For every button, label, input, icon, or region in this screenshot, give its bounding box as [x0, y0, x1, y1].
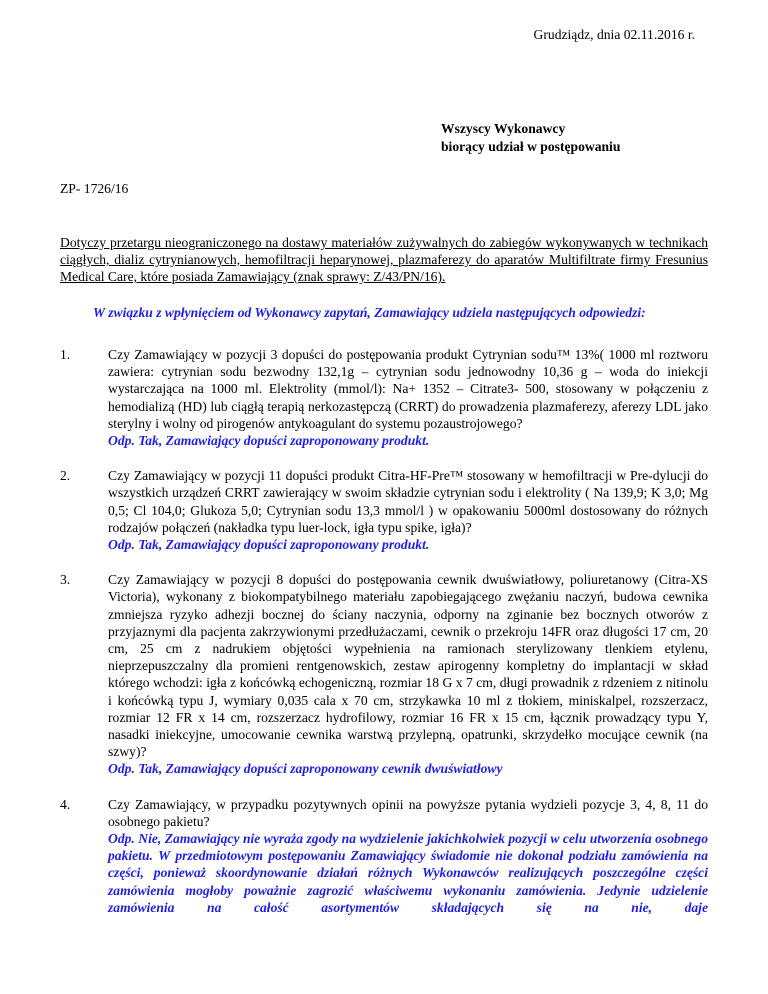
question-number: 1. [60, 347, 71, 362]
answer-text: Odp. Tak, Zamawiający dopuści zaproponowany produkt. [108, 537, 430, 553]
question-text: Czy Zamawiający, w przypadku pozytywnych opinii na powyższe pytania wydzieli pozycje 3, 4, 8, 11 do osobnego pakietu? [108, 796, 708, 829]
question-text: Czy Zamawiający w pozycji 11 dopuści produkt Citra-HF-Pre™ stosowany w hemofiltracji w Pre-dylucji do wszystkich urządzeń CRRT zawierający w swoim składzie cytrynian sodu i elektrolity ( Na 139,9; K 3,0; Mg 0,5; Cl 104,0; Glukoza 5,0; Cytrynian sodu 13,3 mmol/l ) w opakowaniu 5000ml dostosowany do różnych rodzajów połączeń (nakładka typu luer-lock, igła typu spike, igła)? [108, 468, 708, 535]
question-item-3 [60, 571, 708, 777]
document-date: Grudziądz, dnia 02.11.2016 r. [533, 27, 695, 42]
question-text: Czy Zamawiający w pozycji 3 dopuści do postępowania produkt Cytrynian sodu™ 13%( 1000 ml roztworu zawiera: cytrynian sodu bezwodny 132,1g – cytrynian sodu jednowodny 10,36 g – woda do iniekcji wystarczająca na 1000 ml. Elektrolity (mmol/l): Na+ 1352 – Citrate3- 500, stosowany w połączeniu z hemodializą (HD) lub ciągłą terapią nerkozastępczą (CRRT) do prowadzenia plazmaferezy, aferezy LDL jako sterylny i wolny od pirogenów antykoagulant do systemu pozaustrojowego? [108, 347, 708, 431]
reference-number: ZP- 1726/16 [60, 181, 129, 196]
question-number: 4. [60, 796, 71, 812]
question-number: 3. [60, 572, 71, 588]
answer-text: Odp. Tak, Zamawiający dopuści zaproponowany produkt. [108, 433, 430, 449]
recipient-block [441, 120, 620, 156]
answer-text: Odp. Nie, Zamawiający nie wyraża zgody na wydzielenie jakichkolwiek pozycji w celu utworzenia osobnego pakietu. W przedmiotowym postępowaniu Zamawiający świadomie nie dokonał podziału zamówienia na części, ponieważ skoordynowanie działań różnych Wykonawców realizujących poszczególne części zamówienia mogłoby poważnie zagrozić właściwemu wykonaniu zamówienia. Jedynie udzielenie zamówienia na całość asortymentów składających się na nie, daje [108, 831, 708, 915]
question-item-1 [60, 346, 708, 449]
answer-text: Odp. Tak, Zamawiający dopuści zaproponowany cewnik dwuświatłowy [108, 761, 503, 777]
recipient-line-1: Wszyscy Wykonawcy [441, 121, 566, 136]
intro-statement: W związku z wpłynięciem od Wykonawcy zapytań, Zamawiający udziela następujących odpowiedzi: [93, 305, 646, 320]
question-item-2 [60, 467, 708, 553]
question-text: Czy Zamawiający w pozycji 8 dopuści do postępowania cewnik dwuświatłowy, poliuretanowy (Citra-XS Victoria), wykonany z biokompatybilnego materiału zapobiegającego zwężaniu naczyń, budowa cewnika zmniejsza ryzyko adhezji bocznej do ściany naczynia, odporny na zginanie bez bocznych otworów z przyjaznymi dla pacjenta zakrzywionymi przedłużaczami, cewnik o przekroju 14FR oraz długości 17 cm, 20 cm, 25 cm z nadrukiem objętości wypełnienia na ramionach sterylizowany tlenkiem etylenu, nieprzepuszczalny dla promieni rentgenowskich, zestaw apirogenny kompletny do implantacji w skład którego wchodzi: igła z końcówką echogeniczną, rozmiar 18 G x 7 cm, długi prowadnik z rdzeniem z nitinolu i końcówką typu J, wymiary 0,035 cala x 70 cm, strzykawka 10 ml z tłokiem, miniskalpel, rozszerzacz, rozmiar 12 FR x 14 cm, rozszerzacz hydrofilowy, rozmiar 16 FR x 15 cm, łącznik prowadzący typu Y, nasadki iniekcyjne, umocowanie cewnika warstwą przylepną, opatrunki, skrzydełko mocujące cewnik (na szwy)? [108, 572, 708, 760]
subject-paragraph: Dotyczy przetargu nieograniczonego na dostawy materiałów zużywalnych do zabiegów wykonywanych w technikach ciągłych, dializ cytrynianowych, hemofiltracji heparynowej, plazmaferezy do aparatów Multifiltrate firmy Fresunius Medical Care, które posiada Zamawiający (znak sprawy: Z/43/PN/16). [60, 235, 708, 284]
questions-list [60, 346, 708, 916]
question-item-4 [60, 796, 708, 916]
question-number: 2. [60, 468, 71, 484]
recipient-line-2: biorący udział w postępowaniu [441, 139, 621, 154]
